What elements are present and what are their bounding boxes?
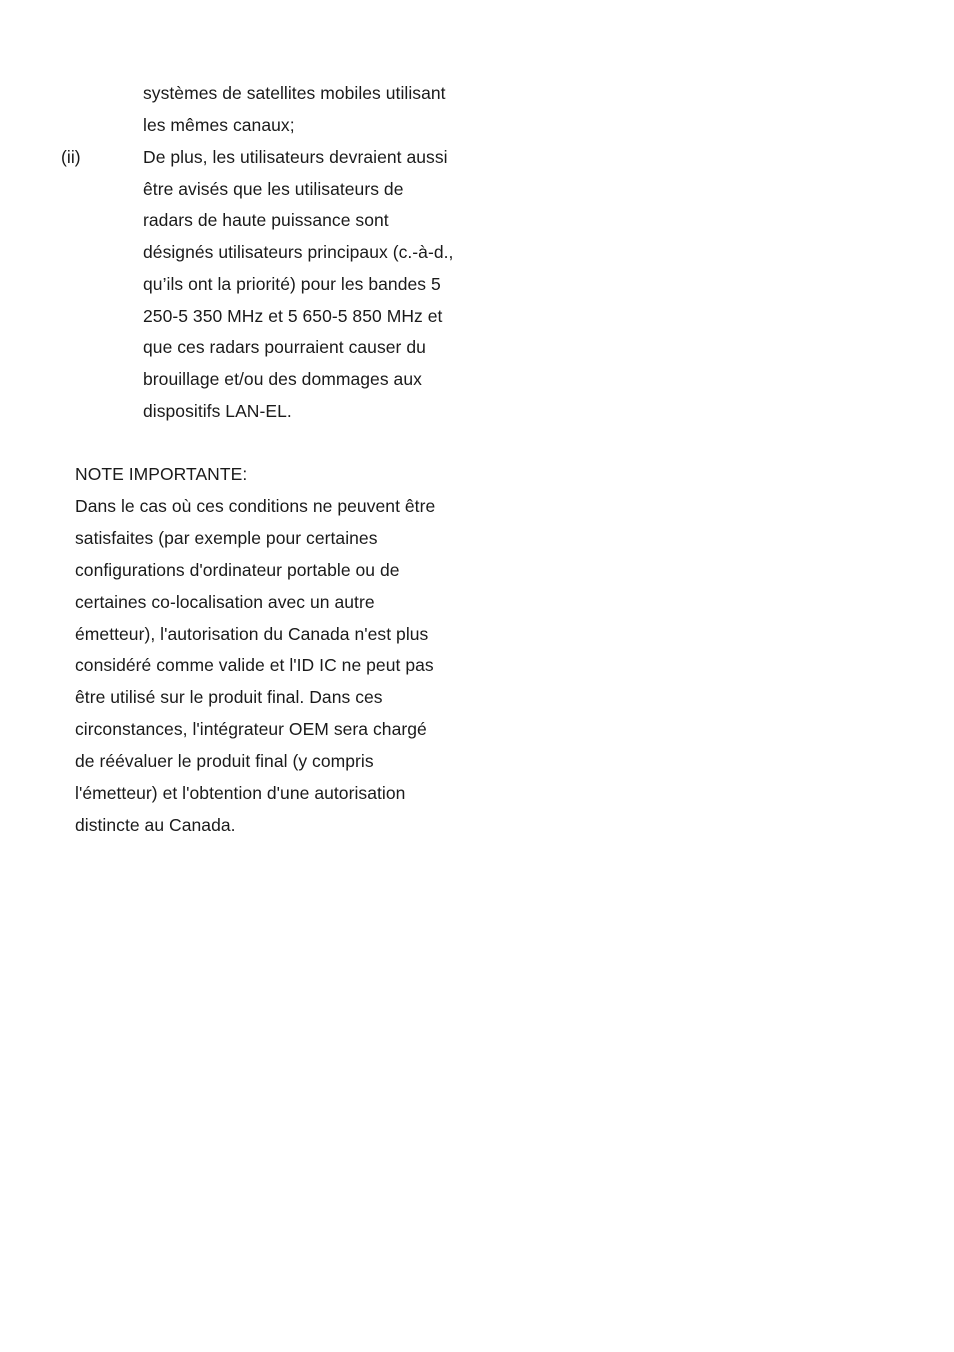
list-item-ii-line: être avisés que les utilisateurs de bbox=[143, 179, 404, 199]
list-item-ii-line: désignés utilisateurs principaux (c.-à-d., bbox=[143, 242, 454, 262]
note-line: l'émetteur) et l'obtention d'une autorisation bbox=[75, 783, 406, 803]
list-continuation-line: systèmes de satellites mobiles utilisant bbox=[143, 83, 446, 103]
note-line: circonstances, l'intégrateur OEM sera chargé bbox=[75, 719, 427, 739]
list-marker-ii: (ii) bbox=[61, 147, 81, 167]
list-item-ii-line: que ces radars pourraient causer du bbox=[143, 337, 426, 357]
note-line: configurations d'ordinateur portable ou de bbox=[75, 560, 400, 580]
list-item-ii-line: 250-5 350 MHz et 5 650-5 850 MHz et bbox=[143, 306, 443, 326]
note-line: Dans le cas où ces conditions ne peuvent être bbox=[75, 496, 436, 516]
note-line: émetteur), l'autorisation du Canada n'est plus bbox=[75, 624, 429, 644]
list-item-ii-line: De plus, les utilisateurs devraient aussi bbox=[143, 147, 448, 167]
note-line: de réévaluer le produit final (y compris bbox=[75, 751, 374, 771]
note-line: considéré comme valide et l'ID IC ne peut pas bbox=[75, 655, 434, 675]
list-item-ii-line: dispositifs LAN-EL. bbox=[143, 401, 292, 421]
note-line: certaines co-localisation avec un autre bbox=[75, 592, 375, 612]
note-heading: NOTE IMPORTANTE: bbox=[75, 464, 248, 484]
list-item-ii-line: qu’ils ont la priorité) pour les bandes 5 bbox=[143, 274, 441, 294]
list-item-ii-line: brouillage et/ou des dommages aux bbox=[143, 369, 422, 389]
list-item-ii-line: radars de haute puissance sont bbox=[143, 210, 389, 230]
note-line: distincte au Canada. bbox=[75, 815, 236, 835]
note-line: être utilisé sur le produit final. Dans ces bbox=[75, 687, 383, 707]
note-line: satisfaites (par exemple pour certaines bbox=[75, 528, 378, 548]
list-continuation-line: les mêmes canaux; bbox=[143, 115, 295, 135]
